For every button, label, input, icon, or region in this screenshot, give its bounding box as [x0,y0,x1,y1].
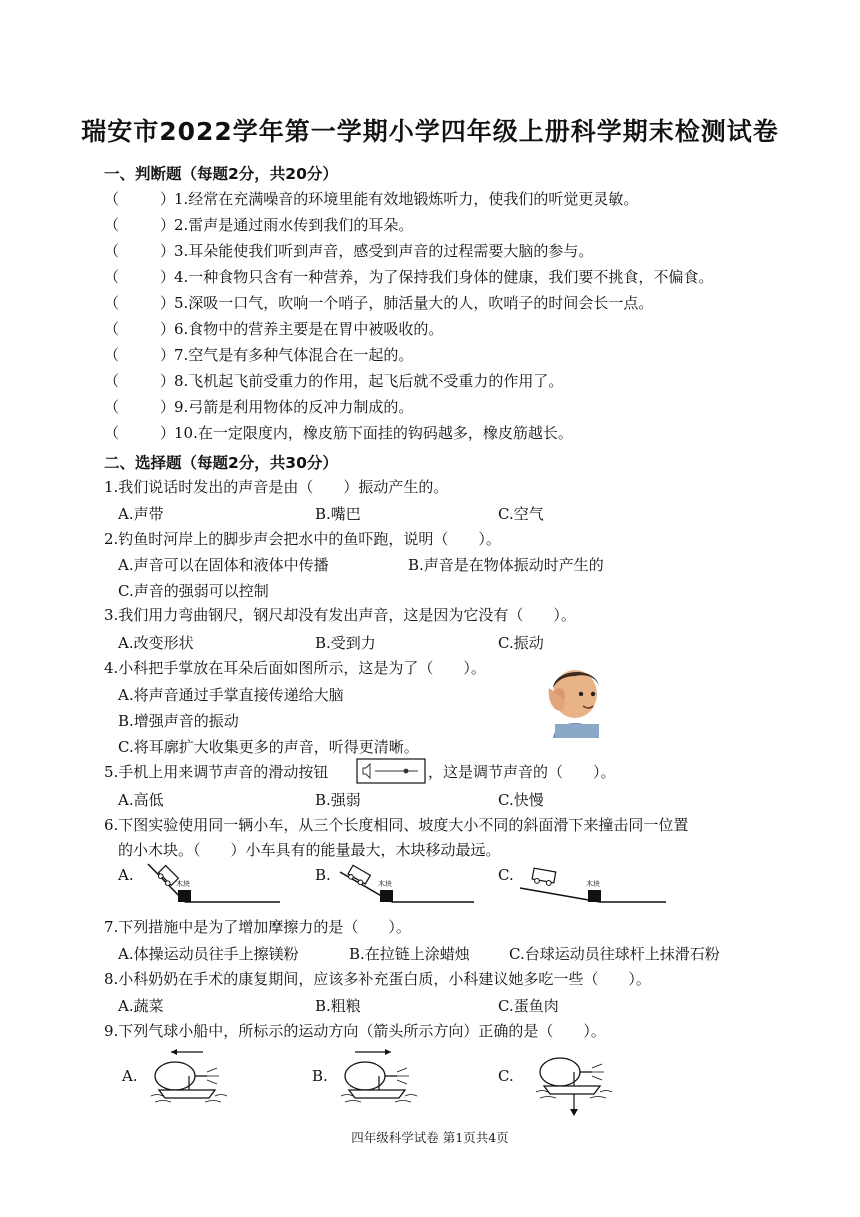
section2-heading: 二、选择题（每题2分，共30分） [104,454,338,472]
q5-option-b: B.强弱 [315,791,361,809]
answer-bracket-open: （ [104,216,120,234]
page-footer: 四年级科学试卷 第1页共4页 [351,1130,509,1145]
answer-bracket-open: （ [104,242,120,260]
answer-bracket-open: （ [104,346,120,364]
q5-option-a: A.高低 [118,791,164,809]
q9-figure-c-balloon-boat-arrow-down [526,1046,636,1118]
q8-option-c: C.蛋鱼肉 [498,997,559,1015]
page-title: 瑞安市2022学年第一学期小学四年级上册科学期末检测试卷 [81,117,779,146]
q6-option-a-label: A. [118,866,134,884]
q6-option-b-label: B. [315,866,331,884]
q6-figure-c-gentle-slope [518,858,668,908]
volume-slider-icon [356,758,426,784]
q4-option-a: A.将声音通过手掌直接传递给大脑 [118,686,344,704]
answer-bracket-close: ） [160,242,176,260]
true-false-item-9: 9.弓箭是利用物体的反冲力制成的。 [174,398,414,416]
answer-bracket-close: ） [160,268,176,286]
answer-bracket-close: ） [160,294,176,312]
section1-heading: 一、判断题（每题2分，共20分） [104,165,338,183]
q6-stem-line2: 的小木块。（ ）小车具有的能量最大，木块移动最远。 [118,841,501,859]
q9-figure-a-balloon-boat-arrow-left [145,1046,255,1106]
q7-stem: 7.下列措施中是为了增加摩擦力的是（ ）。 [104,918,411,936]
q1-option-b: B.嘴巴 [315,505,361,523]
answer-bracket-open: （ [104,424,120,442]
q7-option-c: C.台球运动员往球杆上抹滑石粉 [509,945,720,963]
true-false-item-5: 5.深吸一口气，吹响一个哨子，肺活量大的人，吹哨子的时间会长一点。 [174,294,654,312]
answer-bracket-open: （ [104,294,120,312]
q6-figure-a-block-label: 木块 [176,880,190,888]
q7-option-b: B.在拉链上涂蜡烛 [349,945,470,963]
q6-option-c-label: C. [498,866,514,884]
answer-bracket-close: ） [160,398,176,416]
q2-option-b: B.声音是在物体振动时产生的 [408,556,604,574]
true-false-item-10: 10.在一定限度内，橡皮筋下面挂的钩码越多，橡皮筋越长。 [174,424,573,442]
true-false-item-1: 1.经常在充满噪音的环境里能有效地锻炼听力，使我们的听觉更灵敏。 [174,190,639,208]
q3-option-b: B.受到力 [315,634,376,652]
true-false-item-3: 3.耳朵能使我们听到声音，感受到声音的过程需要大脑的参与。 [174,242,594,260]
true-false-item-6: 6.食物中的营养主要是在胃中被吸收的。 [174,320,444,338]
answer-bracket-close: ） [160,424,176,442]
answer-bracket-open: （ [104,398,120,416]
q8-option-a: A.蔬菜 [118,997,164,1015]
q2-option-a: A.声音可以在固体和液体中传播 [118,556,329,574]
answer-bracket-open: （ [104,190,120,208]
q1-option-c: C.空气 [498,505,544,523]
q1-option-a: A.声带 [118,505,164,523]
q6-figure-b-block-label: 木块 [378,880,392,888]
true-false-item-2: 2.雷声是通过雨水传到我们的耳朵。 [174,216,414,234]
q4-stem: 4.小科把手掌放在耳朵后面如图所示，这是为了（ ）。 [104,659,486,677]
q5-option-c: C.快慢 [498,791,544,809]
true-false-item-4: 4.一种食物只含有一种营养，为了保持我们身体的健康，我们要不挑食，不偏食。 [174,268,714,286]
q6-figure-a-steep-slope [140,858,290,908]
q8-stem: 8.小科奶奶在手术的康复期间，应该多补充蛋白质，小科建议她多吃一些（ ）。 [104,970,651,988]
q3-option-a: A.改变形状 [118,634,194,652]
q6-figure-c-block-label: 木块 [586,880,600,888]
q6-figure-b-medium-slope [334,858,484,908]
answer-bracket-open: （ [104,268,120,286]
q9-figure-b-balloon-boat-arrow-right [335,1046,445,1106]
q9-option-c-label: C. [498,1067,514,1085]
q3-stem: 3.我们用力弯曲钢尺，钢尺却没有发出声音，这是因为它没有（ ）。 [104,606,576,624]
answer-bracket-open: （ [104,372,120,390]
q6-stem-line1: 6.下图实验使用同一辆小车，从三个长度相同、坡度大小不同的斜面滑下来撞击同一位置 [104,816,689,834]
answer-bracket-close: ） [160,346,176,364]
q9-option-a-label: A. [122,1067,138,1085]
q1-stem: 1.我们说话时发出的声音是由（ ）振动产生的。 [104,478,449,496]
q7-option-a: A.体操运动员往手上擦镁粉 [118,945,299,963]
q5-stem-part2: ，这是调节声音的（ ）。 [428,763,616,781]
boy-hand-behind-ear-illustration [545,660,605,740]
q9-option-b-label: B. [312,1067,328,1085]
q3-option-c: C.振动 [498,634,544,652]
q2-option-c: C.声音的强弱可以控制 [118,582,269,600]
q4-option-c: C.将耳廓扩大收集更多的声音，听得更清晰。 [118,738,419,756]
q2-stem: 2.钓鱼时河岸上的脚步声会把水中的鱼吓跑，说明（ ）。 [104,530,501,548]
answer-bracket-close: ） [160,216,176,234]
answer-bracket-close: ） [160,320,176,338]
q8-option-b: B.粗粮 [315,997,361,1015]
q5-stem-part1: 5.手机上用来调节声音的滑动按钮 [104,763,329,781]
q4-option-b: B.增强声音的振动 [118,712,239,730]
answer-bracket-open: （ [104,320,120,338]
true-false-item-8: 8.飞机起飞前受重力的作用，起飞后就不受重力的作用了。 [174,372,564,390]
q9-stem: 9.下列气球小船中，所标示的运动方向（箭头所示方向）正确的是（ ）。 [104,1022,606,1040]
answer-bracket-close: ） [160,372,176,390]
answer-bracket-close: ） [160,190,176,208]
true-false-item-7: 7.空气是有多种气体混合在一起的。 [174,346,414,364]
